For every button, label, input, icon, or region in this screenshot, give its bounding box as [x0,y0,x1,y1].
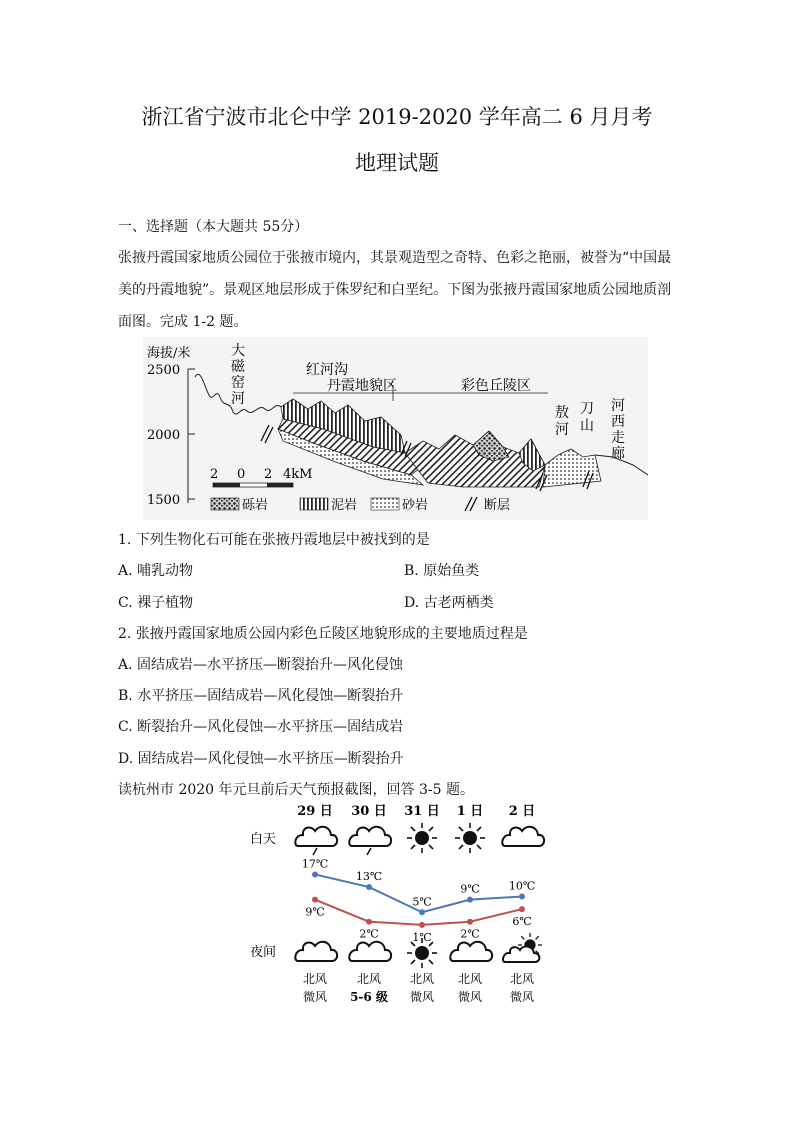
scale-0: 0 [237,467,246,482]
legend-fault: 断层 [484,498,511,513]
low-temp-label: 2℃ [359,927,379,941]
wind-direction: 北风 [302,972,328,986]
label-daoshan-2: 山 [580,418,594,434]
date-label: 30 日 [351,804,387,819]
low-temp-point [467,919,473,925]
label-hexi-4: 廊 [611,446,625,462]
label-hexi-1: 河 [611,398,625,414]
wind-direction: 北风 [356,972,382,986]
page-subtitle: 地理试题 [355,151,439,175]
scale-2a: 2 [210,467,219,482]
intro-line-3: 面图。完成 1-2 题。 [118,314,248,330]
intro-line-2: 美的丹霞地貌”。景观区地层形成于侏罗纪和白垩纪。下图为张掖丹霞国家地质公园地质剖 [118,282,672,298]
high-temp-point [467,897,473,903]
label-dacigou-2: 磁 [231,359,245,375]
partly-cloudy-icon [503,933,542,962]
high-temp-point [366,884,372,890]
low-temp-point [366,919,372,925]
weather-days [295,804,544,1004]
label-dacigou-4: 河 [231,391,245,407]
label-danxia: 丹霞地貌区 [327,378,397,394]
q2-stem: 2. 张掖丹霞国家地质公园内彩色丘陵区地貌形成的主要地质过程是 [118,626,528,642]
high-temp-point [419,909,425,915]
q3-intro: 读杭州市 2020 年元旦前后天气预报截图，回答 3-5 题。 [118,782,474,798]
wind-force: 微风 [457,990,483,1004]
scale-4km: 4kM [283,467,313,482]
high-temp-label: 10℃ [508,879,536,893]
low-temp-point [519,906,525,912]
row-label-day: 白天 [250,832,277,847]
wind-force: 微风 [509,990,535,1004]
label-dacigou-1: 大 [231,343,245,359]
section-heading: 一、选择题（本大题共 55分） [118,219,309,235]
y-tick-2500: 2500 [147,363,181,378]
high-temp-label: 17℃ [301,857,329,871]
low-temp-point [312,897,318,903]
cloud-icon [349,942,391,961]
label-hexi-2: 西 [611,414,625,430]
high-temp-label: 13℃ [355,870,383,884]
label-caise: 彩色丘陵区 [461,378,531,394]
sun-icon [407,823,437,853]
cloud-icon [502,827,544,846]
sun-icon [455,823,485,853]
low-temp-label: 1℃ [412,930,432,944]
q2-option-d: D. 固结成岩—风化侵蚀—水平挤压—断裂抬升 [118,751,404,767]
legend-swatch-sandstone [371,498,399,510]
label-dacigou-3: 窑 [231,375,245,391]
label-honghegou: 红河沟 [306,362,348,378]
low-temp-label: 9℃ [305,905,325,919]
q2-option-a: A. 固结成岩—水平挤压—断裂抬升—风化侵蚀 [118,657,404,673]
intro-line-1: 张掖丹霞国家地质公园位于张掖市境内，其景观造型之奇特、色彩之艳丽，被誉为“中国最 [118,250,672,266]
date-label: 31 日 [404,804,440,819]
y-tick-2000: 2000 [147,428,181,443]
legend-sandstone: 砂岩 [402,498,429,513]
wind-direction: 北风 [457,972,483,986]
q1-option-a: A. 哺乳动物 [118,563,194,579]
high-temp-label: 5℃ [412,895,432,909]
date-label: 2 日 [508,804,536,819]
high-temp-label: 9℃ [460,882,480,896]
legend-mudstone: 泥岩 [331,498,358,513]
legend-swatch-mudstone [300,498,328,510]
row-label-night: 夜间 [250,945,277,960]
y-tick-1500: 1500 [147,493,181,508]
q2-option-b: B. 水平挤压—固结成岩—风化侵蚀—断裂抬升 [118,688,404,704]
high-temp-point [519,894,525,900]
wind-force: 5-6 级 [350,990,388,1004]
wind-force: 微风 [302,990,328,1004]
geologic-profile-figure [143,337,648,520]
label-hexi-3: 走 [611,430,625,446]
cloud-icon [450,942,492,961]
figure-background [143,337,648,520]
q1-option-c: C. 裸子植物 [118,595,194,611]
wind-direction: 北风 [409,972,435,986]
high-temp-point [312,871,318,877]
wind-force: 微风 [409,990,435,1004]
label-daoshan-1: 刀 [580,401,594,417]
wind-direction: 北风 [509,972,535,986]
legend-swatch-conglomerate [211,498,239,510]
y-axis-label: 海拔/米 [147,346,191,361]
date-label: 1 日 [456,804,484,819]
weather-forecast-figure [240,800,560,1015]
low-temp-label: 6℃ [512,915,532,929]
q2-option-c: C. 断裂抬升—风化侵蚀—水平挤压—固结成岩 [118,719,404,735]
q1-option-b: B. 原始鱼类 [404,563,480,579]
q1-option-d: D. 古老两栖类 [404,595,494,611]
cloud-rain-icon [349,827,391,855]
label-aohe-2: 河 [555,422,569,438]
label-aohe-1: 敖 [555,405,569,421]
legend-conglomerate: 砾岩 [242,498,269,513]
scale-2b: 2 [264,467,273,482]
low-temp-point [419,922,425,928]
date-label: 29 日 [297,804,333,819]
cloud-icon [295,942,337,961]
low-temp-label: 2℃ [460,927,480,941]
q1-stem: 1. 下列生物化石可能在张掖丹霞地层中被找到的是 [118,532,430,548]
page-title: 浙江省宁波市北仑中学 2019-2020 学年高二 6 月月考 [141,105,653,129]
cloud-rain-icon [295,827,337,855]
